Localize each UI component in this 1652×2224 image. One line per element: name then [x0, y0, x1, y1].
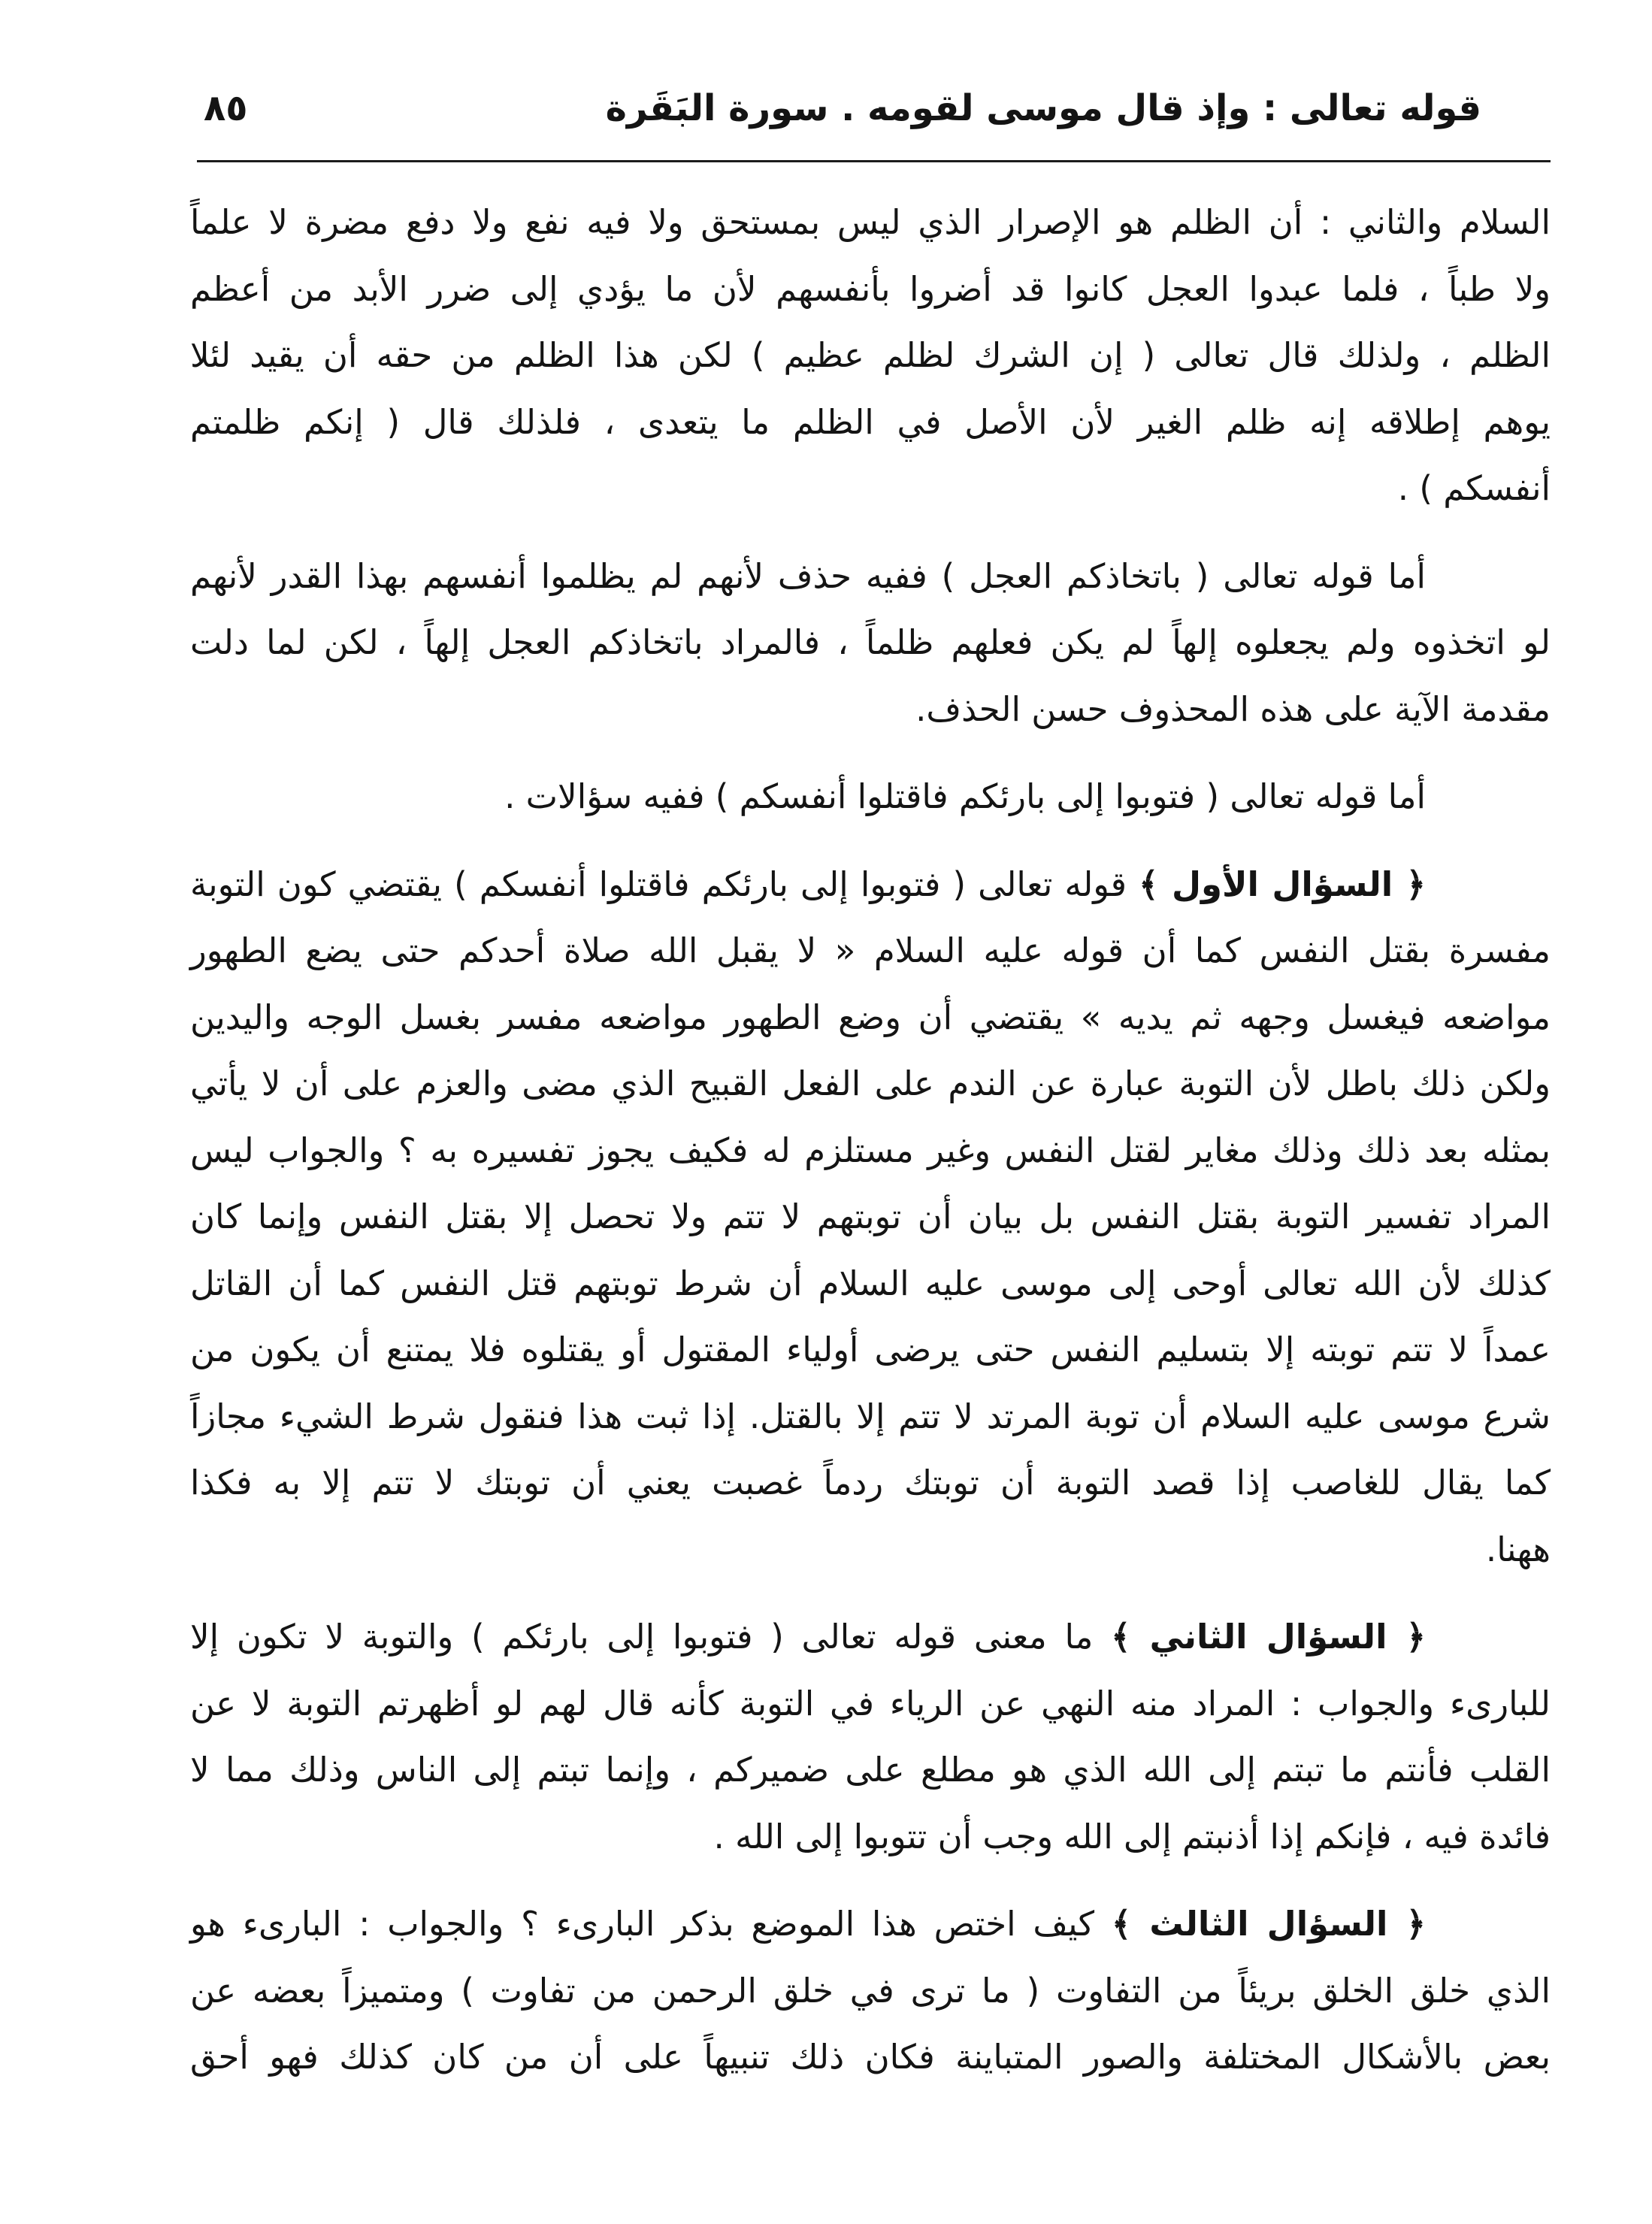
text-line: عمداً لا تتم توبته إلا بتسليم النفس حتى يرضى أولياء المقتول أو يقتلوه فلا يمتنع أن يكون من [190, 1330, 1551, 1369]
text-line: الظلم ، ولذلك قال تعالى ( إن الشرك لظلم عظيم ) لكن هذا الظلم من حقه أن يقيد لئلا [190, 335, 1551, 375]
text-line [190, 1604, 1551, 1671]
text-line: لو اتخذوه ولم يجعلوه إلهاً لم يكن فعلهم ظلماً ، فالمراد باتخاذكم العجل إلهاً ، لكن لما دلت [190, 622, 1551, 662]
text-line: السلام والثاني : أن الظلم هو الإصرار الذي ليس بمستحق ولا فيه نفع ولا دفع مضرة لا علماً [190, 202, 1551, 242]
text-line: ولا طباً ، فلما عبدوا العجل كانوا قد أضروا بأنفسهم لأن ما يؤدي إلى ضرر الأبد من أعظم [190, 268, 1551, 309]
text-line [190, 1891, 1551, 1958]
text-line: بعض بالأشكال المختلفة والصور المتباينة فكان ذلك تنبيهاً على أن من كان كذلك فهو أحق [190, 2037, 1551, 2077]
text-line: كما يقال للغاصب إذا قصد التوبة أن توبتك ردماً غصبت يعني أن توبتك لا تتم إلا به فكذا [190, 1463, 1551, 1502]
text-line: المراد تفسير التوبة بقتل النفس بل بيان أن توبتهم لا تتم ولا تحصل إلا بقتل النفس وإنما كان [190, 1197, 1551, 1236]
paragraph [190, 1604, 1551, 1870]
text-line: أما قوله تعالى ( باتخاذكم العجل ) ففيه حذف لأنهم لم يظلموا أنفسهم بهذا القدر لأنهم [190, 555, 1426, 596]
paragraph [190, 1891, 1551, 2091]
page-header [190, 72, 1551, 144]
text-line-content: قوله تعالى ( فتوبوا إلى بارئكم فاقتلوا أنفسكم ) يقتضي كون التوبة [190, 864, 1127, 904]
paragraph [190, 852, 1551, 1584]
paragraph [190, 543, 1551, 743]
text-body [190, 189, 1551, 2112]
text-line: الذي خلق الخلق بريئاً من التفاوت ( ما ترى في خلق الرحمن من تفاوت ) ومتميزاً بعضه عن [190, 1970, 1551, 2011]
text-line [190, 852, 1551, 918]
question-heading: ﴿ السؤال الثالث ﴾ [1111, 1904, 1427, 1944]
text-line: أما قوله تعالى ( فتوبوا إلى بارئكم فاقتلوا أنفسكم ) ففيه سؤالات . [504, 776, 1426, 816]
text-line: مواضعه فيغسل وجهه ثم يديه » يقتضي أن وضع الطهور مواضعه مفسر بغسل الوجه واليدين [190, 997, 1551, 1037]
text-line: أنفسكم ) . [1397, 468, 1551, 508]
running-title: قوله تعالى : وإذ قال موسى لقومه . سورة البَقَرة [605, 87, 1481, 129]
text-line: القلب فأنتم ما تبتم إلى الله الذي هو مطلع على ضميركم ، وإنما تبتم إلى الناس وذلك مما لا [190, 1750, 1551, 1790]
question-heading: ﴿ السؤال الأول ﴾ [1139, 864, 1427, 904]
paragraph [190, 189, 1551, 522]
text-line: ولكن ذلك باطل لأن التوبة عبارة عن الندم على الفعل القبيح الذي مضى والعزم على أن لا يأتي [190, 1064, 1551, 1103]
text-line-content: كيف اختص هذا الموضع بذكر البارىء ؟ والجواب : البارىء هو [190, 1904, 1094, 1944]
paragraph [190, 764, 1551, 831]
text-line: مقدمة الآية على هذه المحذوف حسن الحذف. [915, 688, 1551, 729]
header-rule [197, 160, 1551, 162]
text-line: يوهم إطلاقه إنه ظلم الغير لأن الأصل في الظلم ما يتعدى ، فلذلك قال ( إنكم ظلمتم [190, 401, 1551, 442]
question-heading: ﴿ السؤال الثاني ﴾ [1111, 1617, 1426, 1657]
text-line: ههنا. [1485, 1529, 1551, 1569]
text-line-content: ما معنى قوله تعالى ( فتوبوا إلى بارئكم ) والتوبة لا تكون إلا [190, 1617, 1094, 1657]
text-line: للبارىء والجواب : المراد منه النهي عن الرياء في التوبة كأنه قال لهم لو أظهرتم التوبة لا عن [190, 1683, 1551, 1723]
text-line: بمثله بعد ذلك وذلك مغاير لقتل النفس وغير مستلزم له فكيف يجوز تفسيره به ؟ والجواب ليس [190, 1130, 1551, 1170]
text-line: فائدة فيه ، فإنكم إذا أذنبتم إلى الله وجب أن تتوبوا إلى الله . [713, 1816, 1551, 1856]
text-line: كذلك لأن الله تعالى أوحى إلى موسى عليه السلام أن شرط توبتهم قتل النفس كما أن القاتل [190, 1263, 1551, 1303]
text-line: شرع موسى عليه السلام أن توبة المرتد لا تتم إلا بالقتل. إذا ثبت هذا فنقول شرط الشيء مجازاً [190, 1396, 1551, 1436]
page-number: ٨٥ [204, 87, 248, 129]
text-line: مفسرة بقتل النفس كما أن قوله عليه السلام « لا يقبل الله صلاة أحدكم حتى يضع الطهور [190, 930, 1551, 970]
